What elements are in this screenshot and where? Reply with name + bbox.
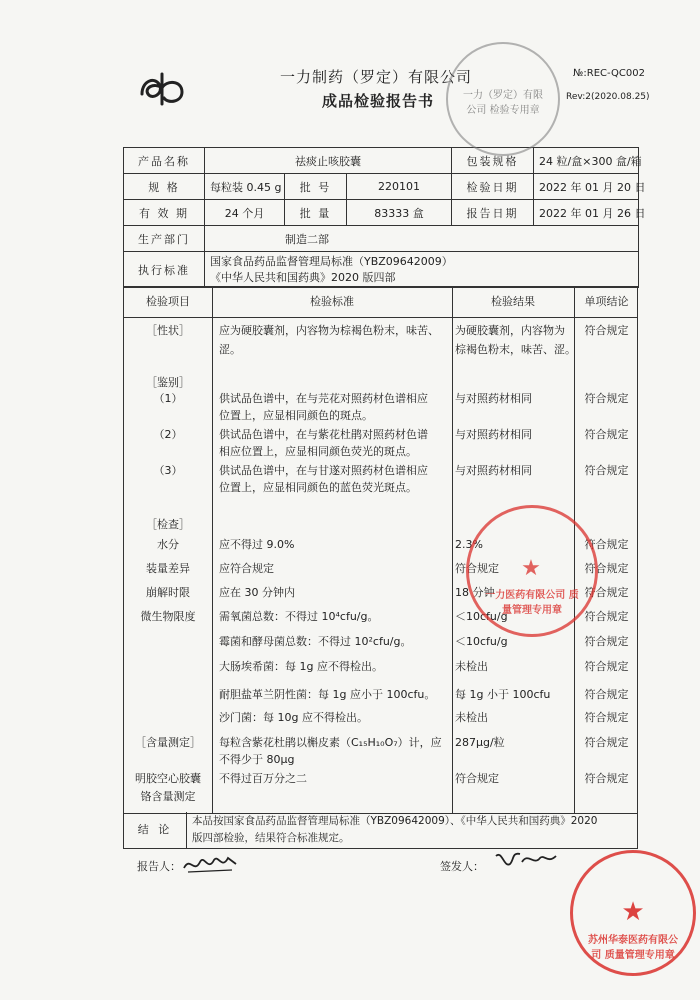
row-conclusion: 符合规定 [584,562,629,575]
row-item: 铬含量测定 [140,790,196,803]
test-date-value: 2022 年 01 月 20 日 [534,174,639,200]
row-standard: 位置上，应显相同颜色的斑点。 [219,409,373,422]
row-result: ＜10cfu/g [455,635,508,648]
dept-label: 生产部门 [124,226,205,252]
row-item: （1） [153,392,183,405]
stamp-text-center: 一力医药有限公司 质量管理专用章 [485,590,579,616]
validity-value: 24 个月 [205,200,285,226]
standard-line-1: 国家食品药品监督管理局标准（YBZ09642009） [210,254,453,268]
batch-qty-label: 批 量 [285,200,347,226]
row-standard: 耐胆盐革兰阴性菌：每 1g 应小于 100cfu。 [219,688,436,701]
row-result: 18 分钟 [455,586,495,599]
row-item: 装量差异 [146,562,190,575]
row-result: 未检出 [455,711,488,724]
row-item: ［鉴别］ [146,376,190,389]
company-logo-icon [138,68,190,108]
row-conclusion: 符合规定 [584,660,629,673]
quality-stamp-bottom [570,850,696,976]
report-date-label: 报告日期 [452,200,534,226]
row-conclusion: 符合规定 [584,736,629,749]
row-conclusion: 符合规定 [584,464,629,477]
inspection-stamp-top [446,42,560,156]
row-standard: 涩。 [219,343,241,356]
report-title: 成品检验报告书 [322,92,435,110]
row-result: 2.3% [455,538,483,551]
row-result: 棕褐色粉末，味苦、涩。 [455,343,576,356]
star-icon: ★ [521,556,541,581]
revision-info: Rev:2(2020.08.25) [566,92,650,102]
row-conclusion: 符合规定 [584,324,629,337]
spec-value: 每粒装 0.45 g [205,174,285,200]
stamp-text-bottom: 苏州华泰医药有限公司 质量管理专用章 [588,935,678,961]
row-result: 与对照药材相同 [455,392,532,405]
row-result: 287μg/粒 [455,736,505,749]
row-standard: 供试品色谱中，在与紫花杜鹃对照药材色谱 [219,428,428,441]
column-header-conclusion: 单项结论 [584,295,629,308]
issuer-signature-icon [492,846,562,872]
row-conclusion: 符合规定 [584,635,629,648]
conclusion-line-1: 本品按国家食品药品监督管理局标准（YBZ09642009）、《中华人民共和国药典》2020 [192,815,598,827]
quality-stamp-center [466,505,598,637]
company-title: 一力制药（罗定）有限公司 [280,68,473,86]
document-number: №:REC-QC002 [573,68,645,79]
batch-no-label: 批 号 [285,174,347,200]
package-label: 包装规格 [452,148,534,174]
spec-label: 规 格 [124,174,205,200]
row-conclusion: 符合规定 [584,586,629,599]
row-result: ＜10cfu/g [455,610,508,623]
row-result: 与对照药材相同 [455,428,532,441]
conclusion-line-2: 版四部检验，结果符合标准规定。 [192,832,350,844]
row-standard: 应在 30 分钟内 [219,586,295,599]
row-conclusion: 符合规定 [584,688,629,701]
row-standard: 不得少于 80μg [219,753,295,766]
row-standard: 位置上，应显相同颜色的蓝色荧光斑点。 [219,481,417,494]
row-item: 水分 [157,538,179,551]
row-result: 每 1g 小于 100cfu [455,688,551,701]
dept-value: 制造二部 [205,226,639,252]
product-info-table [123,147,646,288]
report-date-value: 2022 年 01 月 26 日 [534,200,639,226]
standard-label: 执行标准 [124,252,205,288]
row-item: 微生物限度 [140,610,196,623]
column-header-result: 检验结果 [491,295,535,308]
row-item: ［含量测定］ [135,736,201,749]
product-name-value: 祛痰止咳胶囊 [205,148,452,174]
row-item: 明胶空心胶囊 [135,772,201,785]
row-conclusion: 符合规定 [584,711,629,724]
row-conclusion: 符合规定 [584,772,629,785]
column-header-item: 检验项目 [146,295,190,308]
row-standard: 每粒含紫花杜鹃以槲皮素（C₁₅H₁₀O₇）计，应 [219,736,442,749]
issuer-label: 签发人： [440,860,484,873]
row-standard: 大肠埃希菌：每 1g 应不得检出。 [219,660,383,673]
row-standard: 应为硬胶囊剂，内容物为棕褐色粉末，味苦、 [219,324,439,337]
row-conclusion: 符合规定 [584,428,629,441]
batch-qty-value: 83333 盒 [347,200,452,226]
batch-no-value: 220101 [347,174,452,200]
row-standard: 霉菌和酵母菌总数：不得过 10²cfu/g。 [219,635,412,648]
row-standard: 需氧菌总数：不得过 10⁴cfu/g。 [219,610,379,623]
row-conclusion: 符合规定 [584,392,629,405]
row-conclusion: 符合规定 [584,538,629,551]
conclusion-box [123,812,638,849]
standard-line-2: 《中华人民共和国药典》2020 版四部 [210,270,396,284]
stamp-text-top: 一力（罗定）有限公司 检验专用章 [463,90,543,116]
row-conclusion: 符合规定 [584,610,629,623]
row-result: 符合规定 [455,562,499,575]
row-standard: 供试品色谱中，在与芫花对照药材色谱相应 [219,392,428,405]
row-result: 符合规定 [455,772,499,785]
row-item: 崩解时限 [146,586,190,599]
validity-label: 有 效 期 [124,200,205,226]
column-header-standard: 检验标准 [310,295,354,308]
row-item: （3） [153,464,183,477]
test-date-label: 检验日期 [452,174,534,200]
package-value: 24 粒/盒×300 盒/箱 [534,148,639,174]
row-standard: 应符合规定 [219,562,274,575]
row-standard: 应不得过 9.0% [219,538,295,551]
row-standard: 相应位置上，应显相同颜色荧光的斑点。 [219,445,417,458]
row-result: 与对照药材相同 [455,464,532,477]
conclusion-label: 结 论 [137,823,173,836]
row-standard: 沙门菌：每 10g 应不得检出。 [219,711,368,724]
row-item: ［性状］ [146,324,190,337]
row-item: （2） [153,428,183,441]
reporter-signature-icon [180,850,240,878]
row-standard: 不得过百万分之二 [219,772,307,785]
row-result: 未检出 [455,660,488,673]
standard-value [205,252,639,288]
reporter-label: 报告人： [137,860,181,873]
star-icon: ★ [621,897,645,927]
row-item: ［检查］ [146,518,190,531]
product-name-label: 产品名称 [124,148,205,174]
row-standard: 供试品色谱中，在与甘遂对照药材色谱相应 [219,464,428,477]
row-result: 为硬胶囊剂，内容物为 [455,324,565,337]
